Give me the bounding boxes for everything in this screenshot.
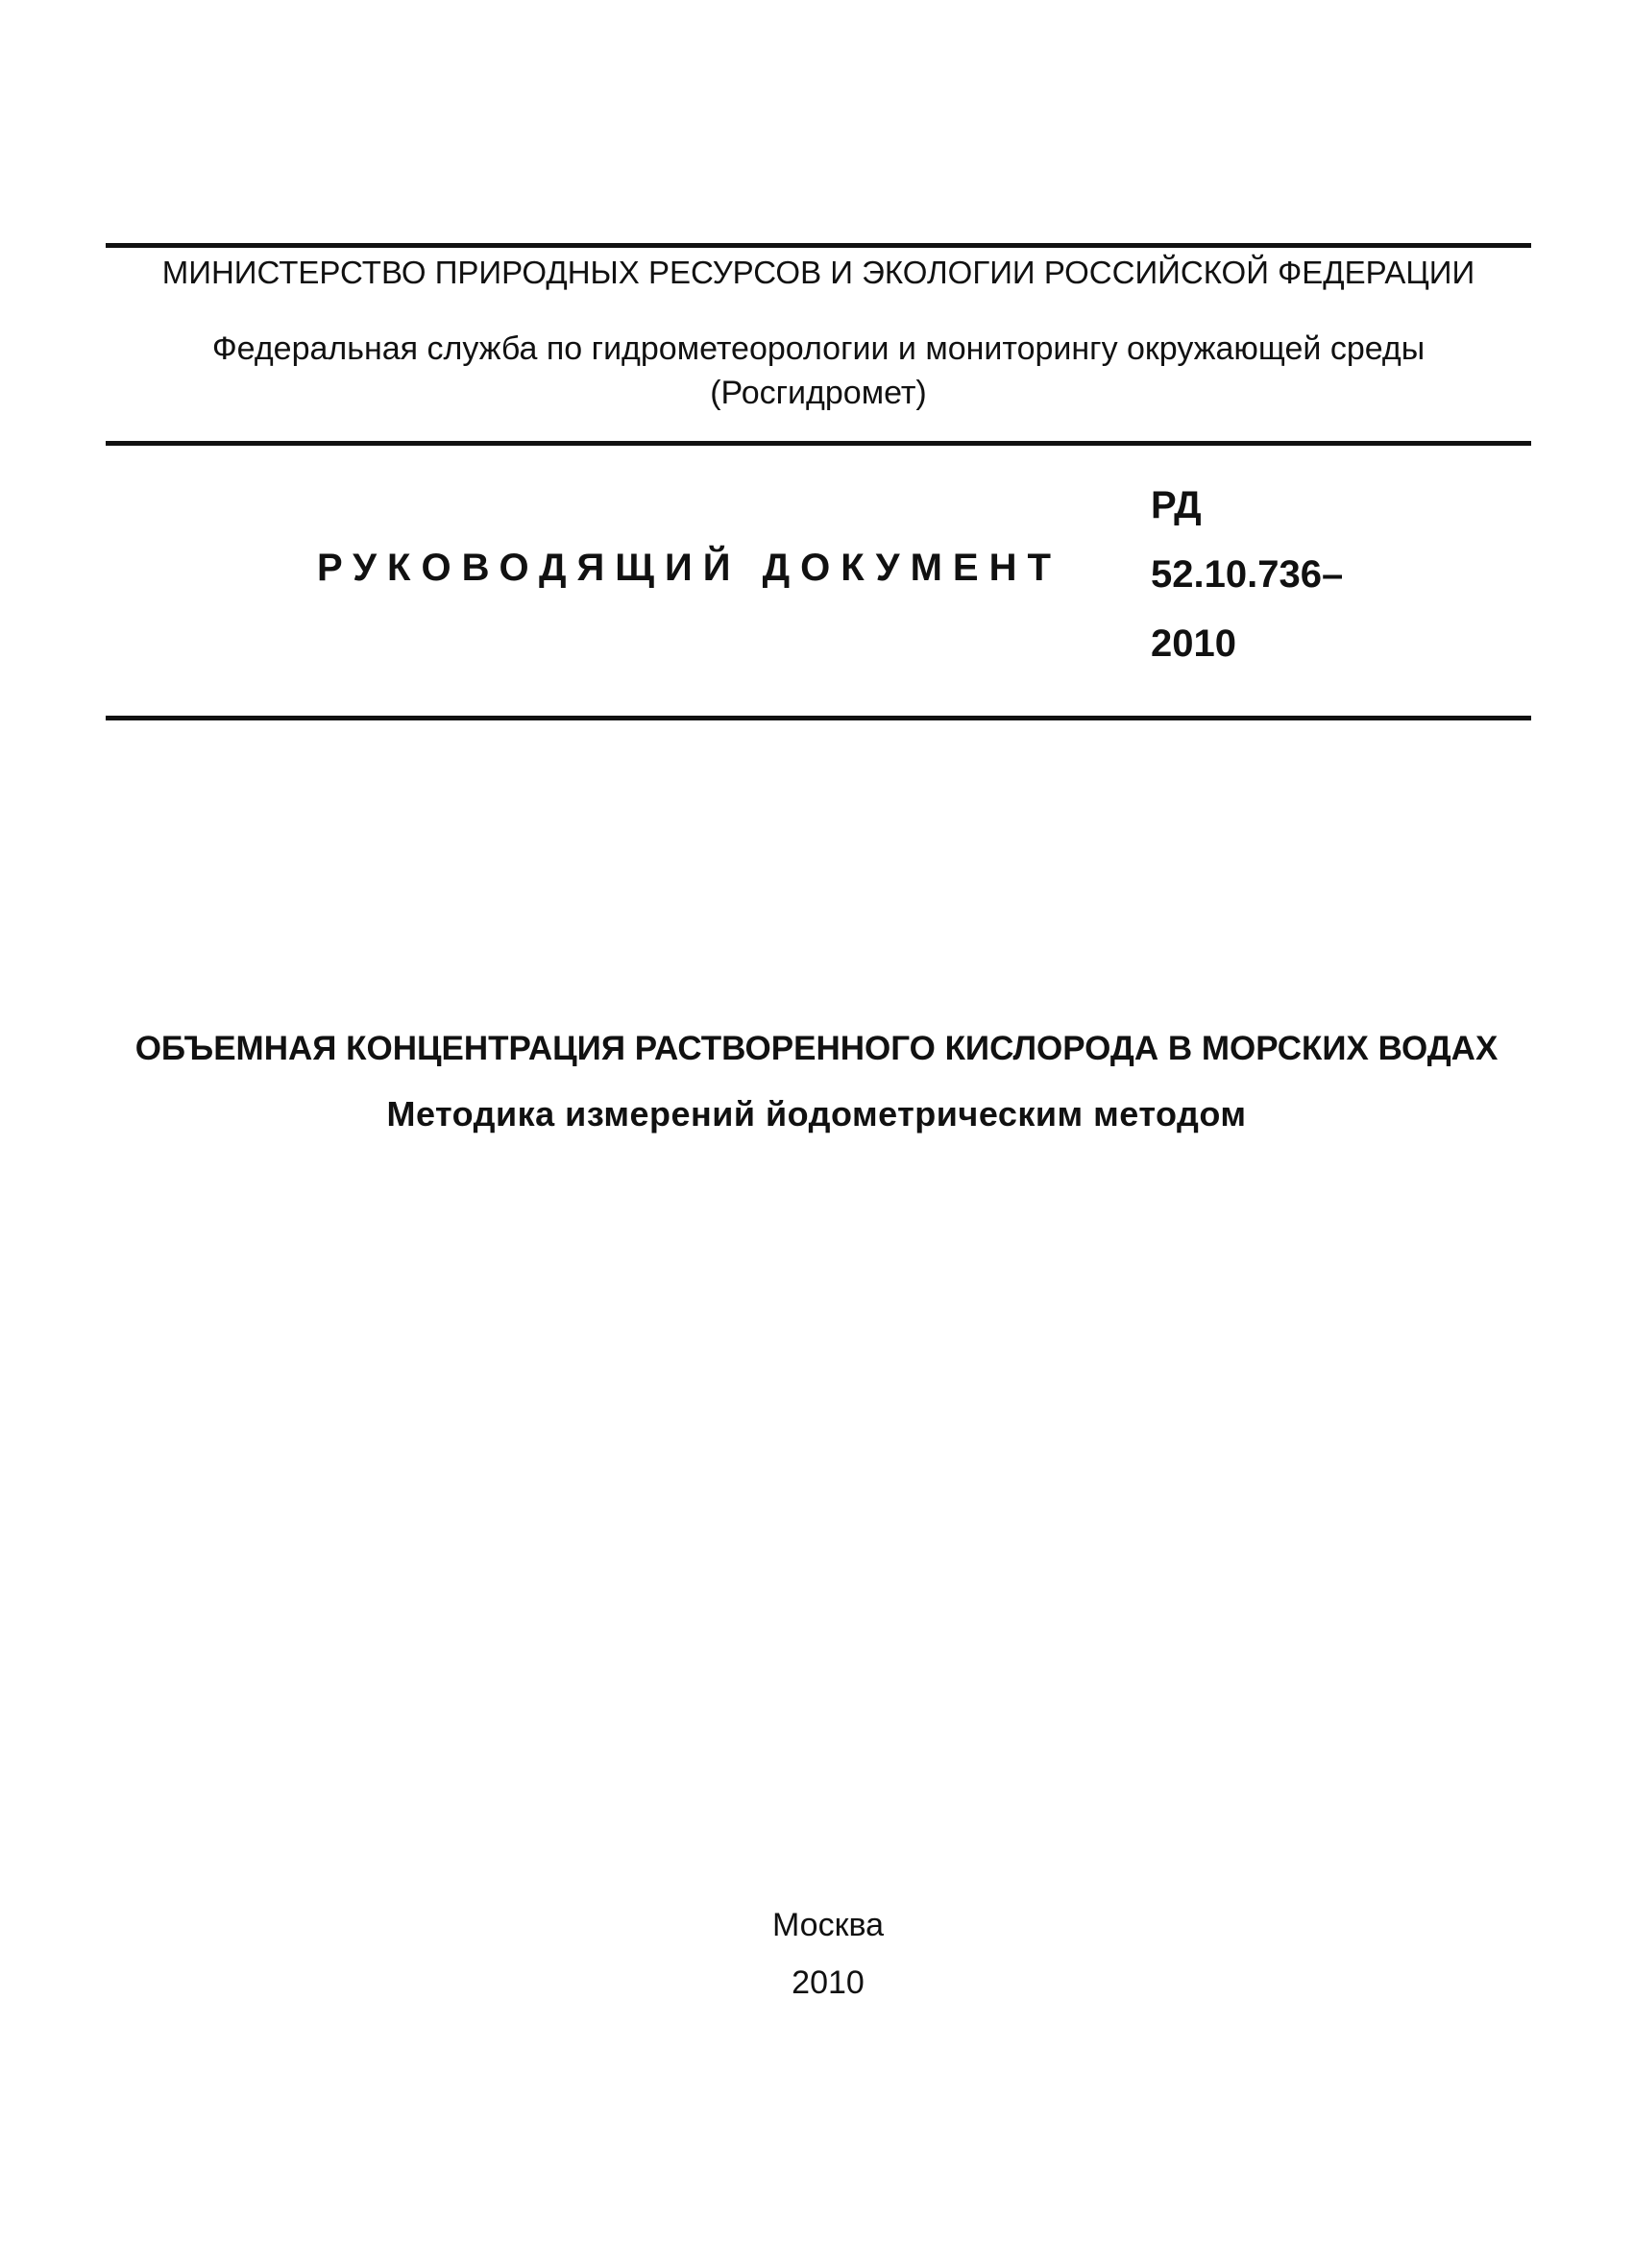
document-type: РУКОВОДЯЩИЙ ДОКУМЕНТ (317, 547, 1061, 589)
document-divider (106, 716, 1531, 720)
agency-name-line: Федеральная служба по гидрометеорологии и мониторингу окружающей среды (211, 330, 1426, 367)
header-divider (106, 441, 1531, 446)
document-number-year: 2010 (1151, 622, 1236, 665)
ministry-name: МИНИСТЕРСТВО ПРИРОДНЫХ РЕСУРСОВ И ЭКОЛОГИИ РОССИЙСКОЙ ФЕДЕРАЦИИ (161, 255, 1475, 290)
document-title: ОБЪЕМНАЯ КОНЦЕНТРАЦИЯ РАСТВОРЕННОГО КИСЛОРОДА В МОРСКИХ ВОДАХ (134, 1030, 1499, 1067)
document-subtitle: Методика измерений йодометрическим методом (386, 1094, 1247, 1134)
top-rule (106, 243, 1531, 248)
document-number-prefix: РД (1151, 484, 1202, 526)
publication-city: Москва (771, 1907, 885, 1943)
agency-name (106, 327, 1531, 415)
document-number (1151, 471, 1439, 678)
agency-abbreviation: (Росгидромет) (710, 375, 927, 411)
publication-year: 2010 (792, 1964, 865, 2001)
document-number-code: 52.10.736– (1151, 553, 1344, 596)
